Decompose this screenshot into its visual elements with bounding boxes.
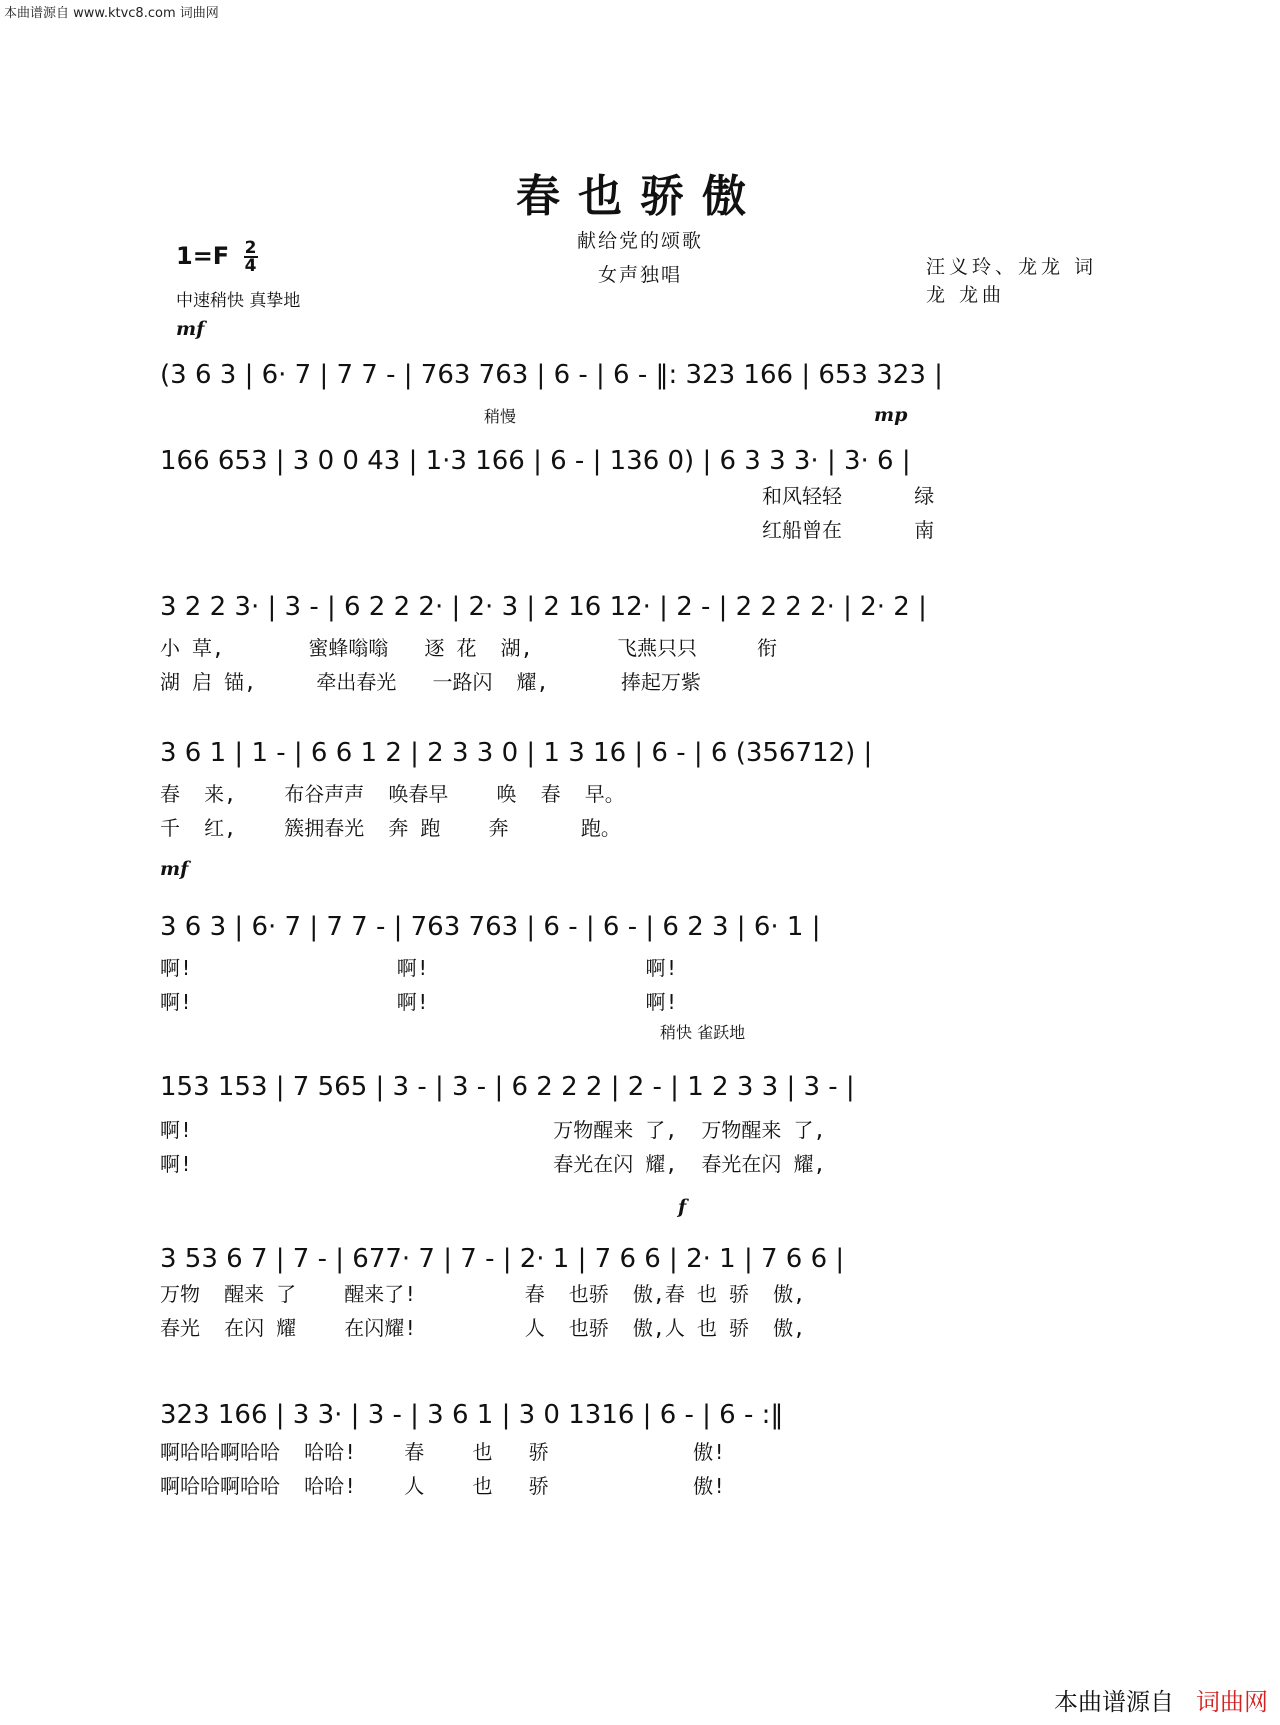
- notation-line-8: [160, 1382, 1120, 1442]
- tempo-marking: 中速稍快 真挚地: [176, 291, 301, 311]
- lyrics-line-7-verse-2: 春光 在闪 耀 在闪耀! 人 也骄 傲,人 也 骄 傲,: [160, 1316, 806, 1340]
- lyrics-line-8-verse-1: 啊哈哈啊哈哈 哈哈! 春 也 骄 傲!: [160, 1440, 726, 1464]
- song-subtitle: 献给党的颂歌: [576, 230, 703, 252]
- song-performance-type: 女声独唱: [597, 264, 682, 286]
- tempo-slower: 稍慢: [484, 407, 517, 426]
- time-signature: [244, 240, 258, 274]
- credit-composer: 龙 龙曲: [926, 284, 1006, 306]
- lyrics-line-3-verse-2: 湖 启 锚, 牵出春光 一路闪 耀, 捧起万紫: [160, 670, 701, 694]
- lyrics-line-7-verse-1: 万物 醒来 了 醒来了! 春 也骄 傲,春 也 骄 傲,: [160, 1282, 806, 1306]
- footer-site[interactable]: 词曲网: [1196, 1688, 1268, 1716]
- notes-line-1: (3 6 3 | 6· 7 | 7 7 - | 763 763 | 6 - | 6 - ‖: 323 166 | 653 323 |: [160, 360, 943, 390]
- notes-line-4: 3 6 1 | 1 - | 6 6 1 2 | 2 3 3 0 | 1 3 16 | 6 - | 6 (356712) |: [160, 738, 873, 768]
- footer-source: 本曲谱源自: [1054, 1688, 1174, 1716]
- lyrics-line-4-verse-2: 千 红, 簇拥春光 奔 跑 奔 跑。: [160, 816, 621, 840]
- notes-line-3: 3 2 2 3· | 3 - | 6 2 2 2· | 2· 3 | 2 16 12· | 2 - | 2 2 2 2· | 2· 2 |: [160, 592, 927, 622]
- source-note: 本曲谱源自 www.ktvc8.com 词曲网: [4, 6, 219, 21]
- lyrics-line-5-verse-2: 啊! 啊! 啊!: [160, 990, 678, 1014]
- lyrics-line-6-verse-1: 啊! 万物醒来 了, 万物醒来 了,: [160, 1118, 826, 1142]
- notation-line-3: [160, 574, 1120, 634]
- notation-line-4: [160, 720, 1120, 780]
- footer-watermark: [1054, 1682, 1268, 1717]
- notation-line-7: [160, 1226, 1120, 1286]
- lyrics-line-2-verse-1: 和风轻轻 绿: [160, 484, 935, 508]
- notes-line-5: 3 6 3 | 6· 7 | 7 7 - | 763 763 | 6 - | 6 - | 6 2 3 | 6· 1 |: [160, 912, 821, 942]
- notes-line-6: 153 153 | 7 565 | 3 - | 3 - | 6 2 2 2 | 2 - | 1 2 3 3 | 3 - |: [160, 1072, 855, 1102]
- time-bottom: 4: [244, 256, 257, 276]
- notation-line-2: [160, 428, 1120, 488]
- key-signature: [176, 240, 258, 274]
- lyrics-line-4-verse-1: 春 来, 布谷声声 唤春早 唤 春 早。: [160, 782, 625, 806]
- notation-line-6: [160, 1054, 1120, 1114]
- song-title: 春也骄傲: [516, 171, 764, 222]
- lyrics-line-3-verse-1: 小 草, 蜜蜂嗡嗡 逐 花 湖, 飞燕只只 衔: [160, 636, 778, 660]
- tempo-lively: 稍快 雀跃地: [660, 1023, 746, 1042]
- time-top: 2: [244, 238, 257, 258]
- dynamic-mp: mp: [874, 404, 908, 426]
- key-label: 1=F: [176, 242, 230, 270]
- notation-line-1: [160, 342, 1120, 402]
- dynamic-mf-1: mf: [176, 318, 205, 340]
- lyrics-line-8-verse-2: 啊哈哈啊哈哈 哈哈! 人 也 骄 傲!: [160, 1474, 726, 1498]
- dynamic-f: f: [678, 1196, 687, 1218]
- notes-line-2: 166 653 | 3 0 0 43 | 1·3 166 | 6 - | 136 0) | 6 3 3 3· | 3· 6 |: [160, 446, 911, 476]
- lyrics-line-6-verse-2: 啊! 春光在闪 耀, 春光在闪 耀,: [160, 1152, 826, 1176]
- notation-line-5: [160, 894, 1120, 954]
- lyrics-line-5-verse-1: 啊! 啊! 啊!: [160, 956, 678, 980]
- notes-line-8: 323 166 | 3 3· | 3 - | 3 6 1 | 3 0 1316 | 6 - | 6 - :‖: [160, 1400, 784, 1430]
- credit-lyricist: 汪义玲、龙龙 词: [926, 256, 1098, 278]
- notes-line-7: 3 53 6 7 | 7 - | 677· 7 | 7 - | 2· 1 | 7 6 6 | 2· 1 | 7 6 6 |: [160, 1244, 845, 1274]
- dynamic-mf-2: mf: [160, 858, 189, 880]
- lyrics-line-2-verse-2: 红船曾在 南: [160, 518, 935, 542]
